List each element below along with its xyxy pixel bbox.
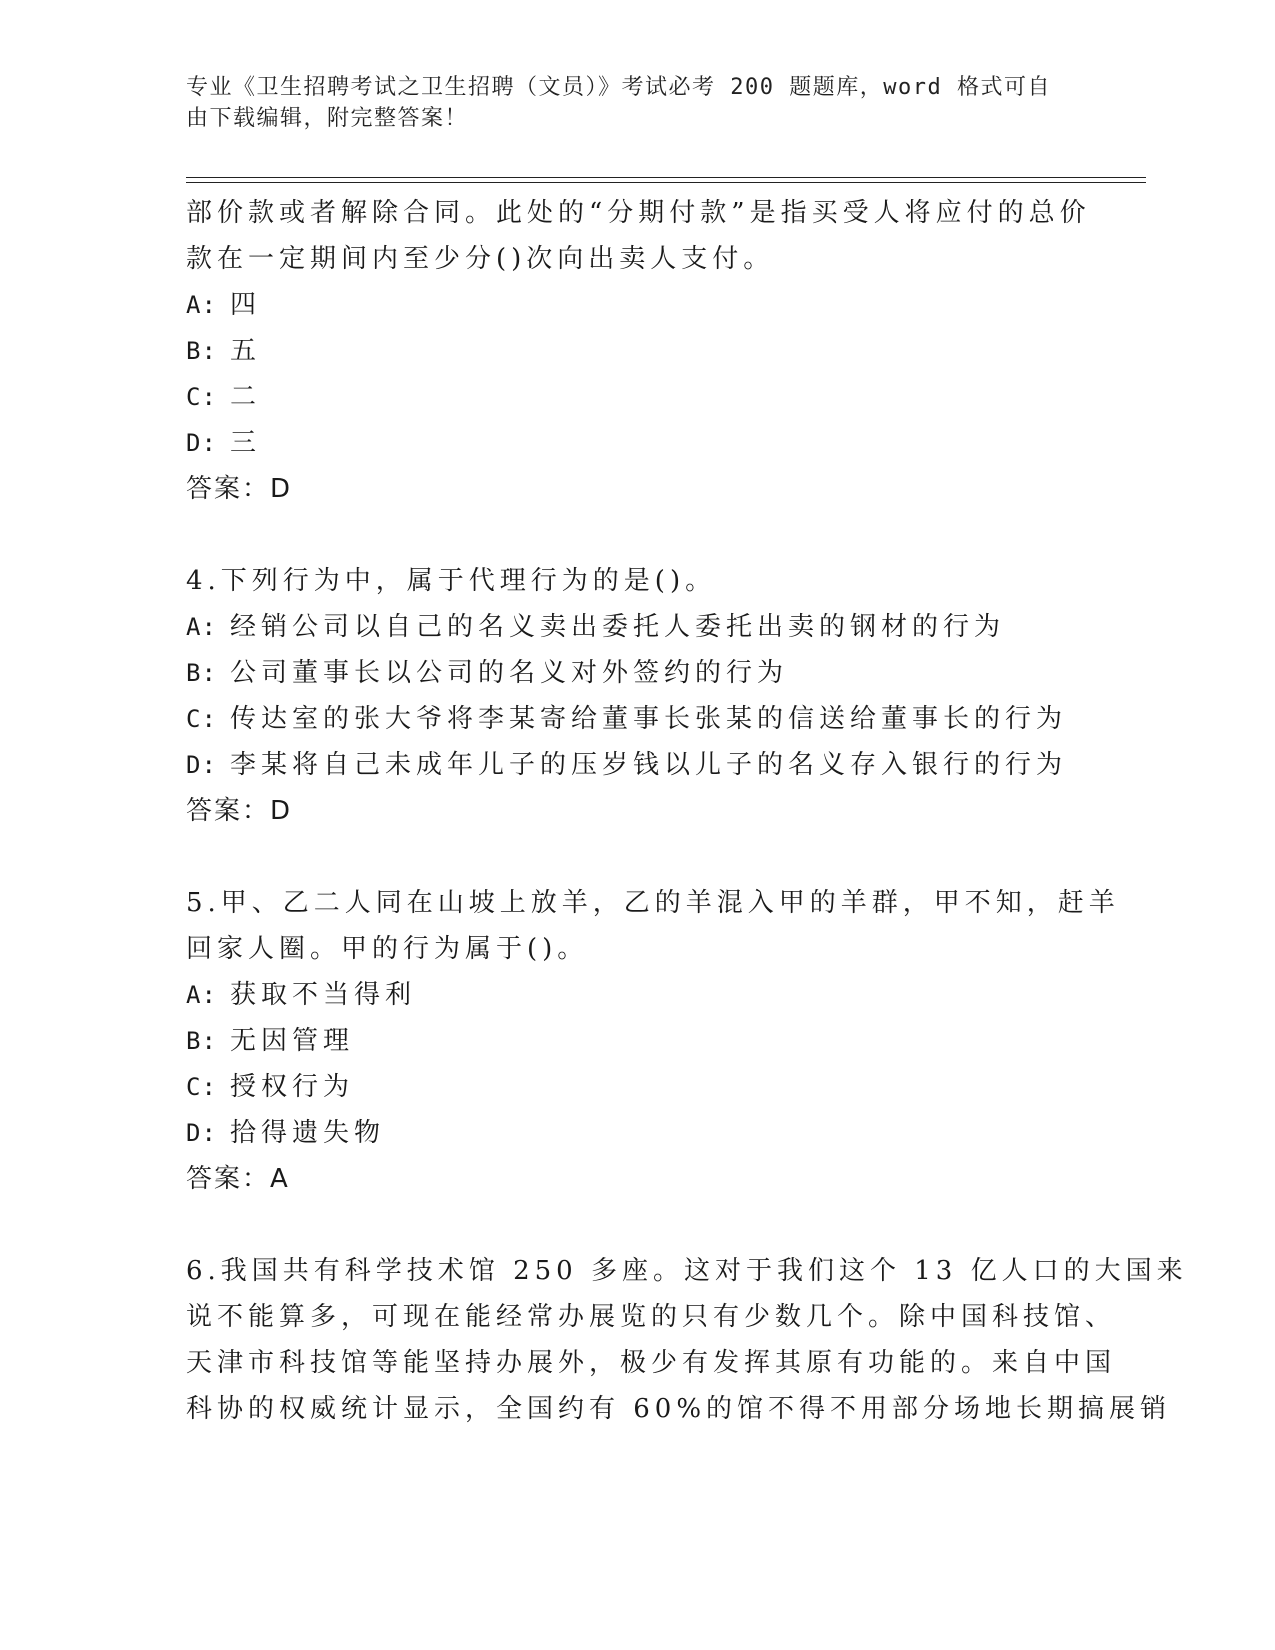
option-label: B: xyxy=(186,1027,217,1055)
question-text-line: 5.甲、乙二人同在山坡上放羊，乙的羊混入甲的羊群，甲不知，赶羊 xyxy=(186,888,1120,918)
option-label: D: xyxy=(186,751,217,779)
option-label: B: xyxy=(186,337,217,365)
option-text: 二 xyxy=(230,382,262,412)
option-d xyxy=(186,742,1086,788)
option-text: 无因管理 xyxy=(230,1026,355,1056)
question-text-line: 回家人圈。甲的行为属于()。 xyxy=(186,934,589,964)
option-label: C: xyxy=(186,705,217,733)
question-5 xyxy=(186,880,1120,1202)
question-text-line: 科协的权威统计显示，全国约有 60%的馆不得不用部分场地长期搞展销 xyxy=(186,1394,1172,1424)
option-c xyxy=(186,1064,1086,1110)
option-label: A: xyxy=(186,613,217,641)
document-header xyxy=(186,72,1066,134)
option-label: A: xyxy=(186,291,217,319)
spacer xyxy=(186,834,1086,880)
option-a xyxy=(186,282,1086,328)
option-c xyxy=(186,374,1086,420)
question-text-line: 款在一定期间内至少分()次向出卖人支付。 xyxy=(186,244,775,274)
question-text-line: 天津市科技馆等能坚持办展外，极少有发挥其原有功能的。来自中国 xyxy=(186,1348,1117,1378)
answer-line: 答案：A xyxy=(186,1164,290,1194)
option-c xyxy=(186,696,1086,742)
question-4 xyxy=(186,558,1086,834)
spacer xyxy=(186,512,1086,558)
option-text: 获取不当得利 xyxy=(230,980,417,1010)
answer-line: 答案：D xyxy=(186,796,293,826)
option-text: 公司董事长以公司的名义对外签约的行为 xyxy=(230,658,789,688)
option-text: 四 xyxy=(230,290,262,320)
option-b xyxy=(186,1018,1086,1064)
option-d xyxy=(186,420,1086,466)
header-line-2: 由下载编辑，附完整答案！ xyxy=(186,106,469,131)
spacer xyxy=(186,1202,1086,1248)
option-a xyxy=(186,972,1086,1018)
option-b xyxy=(186,650,1086,696)
option-label: C: xyxy=(186,1073,217,1101)
answer-line: 答案：D xyxy=(186,474,293,504)
question-text-line: 6.我国共有科学技术馆 250 多座。这对于我们这个 13 亿人口的大国来 xyxy=(186,1256,1188,1286)
option-label: D: xyxy=(186,429,217,457)
option-text: 五 xyxy=(230,336,262,366)
option-text: 传达室的张大爷将李某寄给董事长张某的信送给董事长的行为 xyxy=(230,704,1068,734)
option-text: 拾得遗失物 xyxy=(230,1118,386,1148)
option-text: 授权行为 xyxy=(230,1072,355,1102)
option-text: 李某将自己未成年儿子的压岁钱以儿子的名义存入银行的行为 xyxy=(230,750,1068,780)
document-body xyxy=(186,190,1188,1432)
option-a xyxy=(186,604,1086,650)
option-d xyxy=(186,1110,1086,1156)
option-text: 三 xyxy=(230,428,262,458)
question-text-line: 说不能算多，可现在能经常办展览的只有少数几个。除中国科技馆、 xyxy=(186,1302,1117,1332)
option-label: D: xyxy=(186,1119,217,1147)
option-label: A: xyxy=(186,981,217,1009)
header-divider-bottom xyxy=(186,182,1146,183)
header-divider-top xyxy=(186,177,1146,178)
question-3 xyxy=(186,190,1091,512)
question-text-line: 4.下列行为中，属于代理行为的是()。 xyxy=(186,566,717,596)
option-label: B: xyxy=(186,659,217,687)
question-6 xyxy=(186,1248,1188,1432)
question-text-line: 部价款或者解除合同。此处的“分期付款”是指买受人将应付的总价 xyxy=(186,198,1091,228)
header-line-1: 专业《卫生招聘考试之卫生招聘（文员）》考试必考 200 题题库，word 格式可自 xyxy=(186,75,1051,100)
option-text: 经销公司以自己的名义卖出委托人委托出卖的钢材的行为 xyxy=(230,612,1006,642)
option-b xyxy=(186,328,1086,374)
option-label: C: xyxy=(186,383,217,411)
